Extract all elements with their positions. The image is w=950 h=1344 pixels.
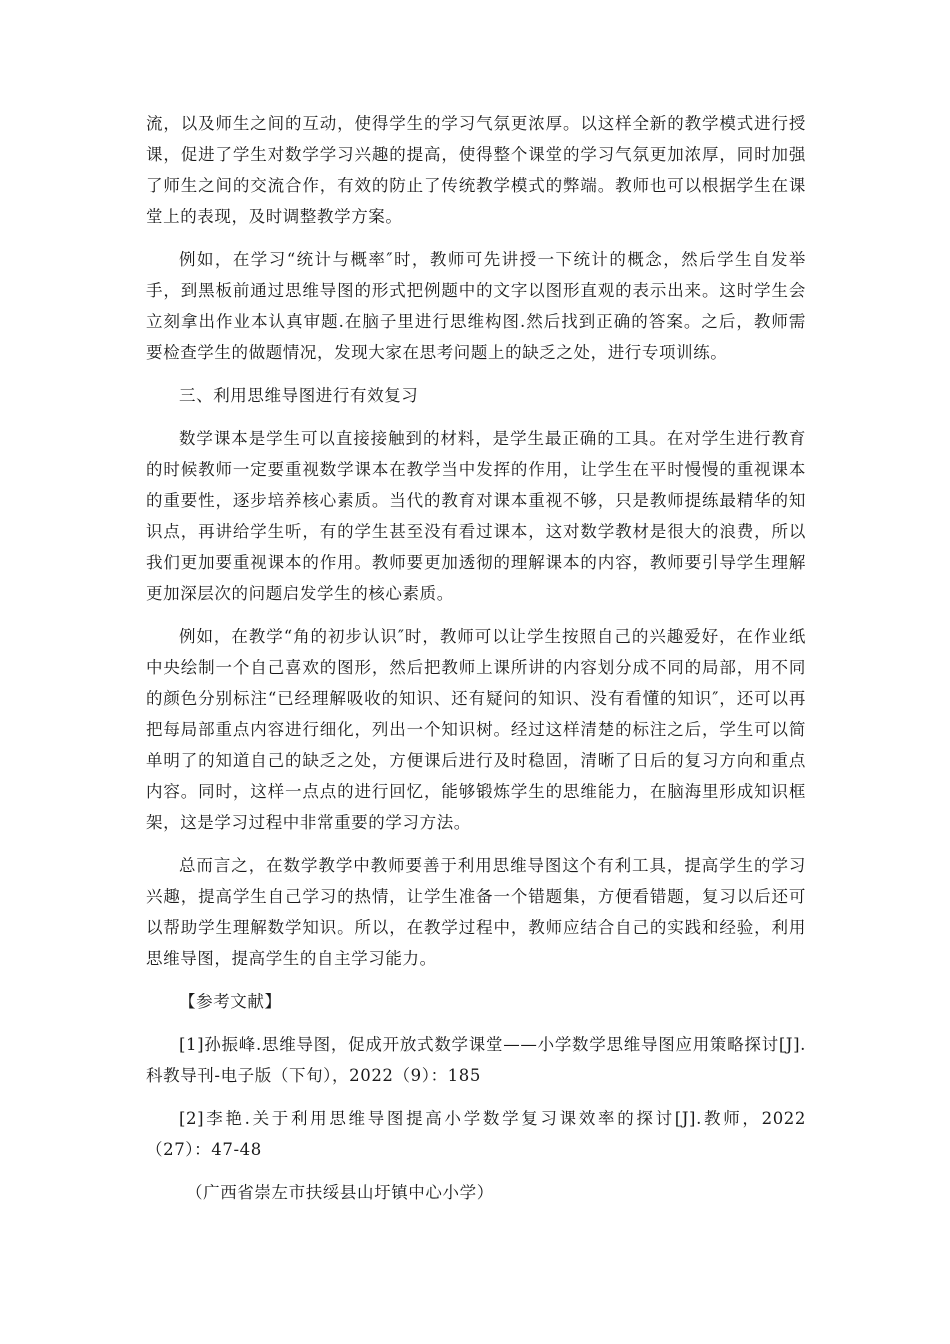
article-body — [146, 108, 806, 1208]
section-heading: 三、利用思维导图进行有效复习 — [179, 386, 419, 405]
body-paragraph-2: 例如，在学习“统计与概率″时，教师可先讲授一下统计的概念，然后学生自发举手，到黑板前通过思维导图的形式把例题中的文字以图形直观的表示出来。这时学生会立刻拿出作业本认真审题.在脑子里进行思维构图.然后找到正确的答案。之后，教师需要检查学生的做题情况，发现大家在思考问题上的缺乏之处，进行专项训练。 — [146, 250, 806, 362]
reference-2: [2]李艳.关于利用思维导图提高小学数学复习课效率的探讨[J].教师，2022（27）：47-48 — [146, 1109, 806, 1159]
references-heading: 【参考文献】 — [179, 992, 282, 1011]
author-affiliation: （广西省崇左市扶绥县山圩镇中心小学） — [186, 1183, 494, 1202]
body-paragraph-4: 例如，在教学“角的初步认识″时，教师可以让学生按照自己的兴趣爱好，在作业纸中央绘制一个自己喜欢的图形，然后把教师上课所讲的内容划分成不同的局部，用不同的颜色分别标注“已经理解吸收的知识、还有疑问的知识、没有看懂的知识″，还可以再把每局部重点内容进行细化，列出一个知识树。经过这样清楚的标注之后，学生可以简单明了的知道自己的缺乏之处，方便课后进行及时稳固，清晰了日后的复习方向和重点内容。同时，这样一点点的进行回忆，能够锻炼学生的思维能力，在脑海里形成知识框架，这是学习过程中非常重要的学习方法。 — [146, 627, 806, 832]
body-paragraph-1: 流，以及师生之间的互动，使得学生的学习气氛更浓厚。以这样全新的教学模式进行授课，促进了学生对数学学习兴趣的提高，使得整个课堂的学习气氛更加浓厚，同时加强了师生之间的交流合作，有效的防止了传统教学模式的弊端。教师也可以根据学生在课堂上的表现，及时调整教学方案。 — [146, 114, 806, 226]
body-paragraph-3: 数学课本是学生可以直接接触到的材料，是学生最正确的工具。在对学生进行教育的时候教师一定要重视数学课本在教学当中发挥的作用，让学生在平时慢慢的重视课本的重要性，逐步培养核心素质。当代的教育对课本重视不够，只是教师提练最精华的知识点，再讲给学生听，有的学生甚至没有看过课本，这对数学教材是很大的浪费，所以我们更加要重视课本的作用。教师要更加透彻的理解课本的内容，教师要引导学生理解更加深层次的问题启发学生的核心素质。 — [146, 429, 806, 603]
body-paragraph-5: 总而言之，在数学教学中教师要善于利用思维导图这个有利工具，提高学生的学习兴趣，提高学生自己学习的热情，让学生准备一个错题集，方便看错题，复习以后还可以帮助学生理解数学知识。所以，在教学过程中，教师应结合自己的实践和经验，利用思维导图，提高学生的自主学习能力。 — [146, 856, 806, 968]
reference-1: [1]孙振峰.思维导图，促成开放式数学课堂——小学数学思维导图应用策略探讨[J].科教导刊-电子版（下旬），2022（9）：185 — [146, 1035, 806, 1085]
